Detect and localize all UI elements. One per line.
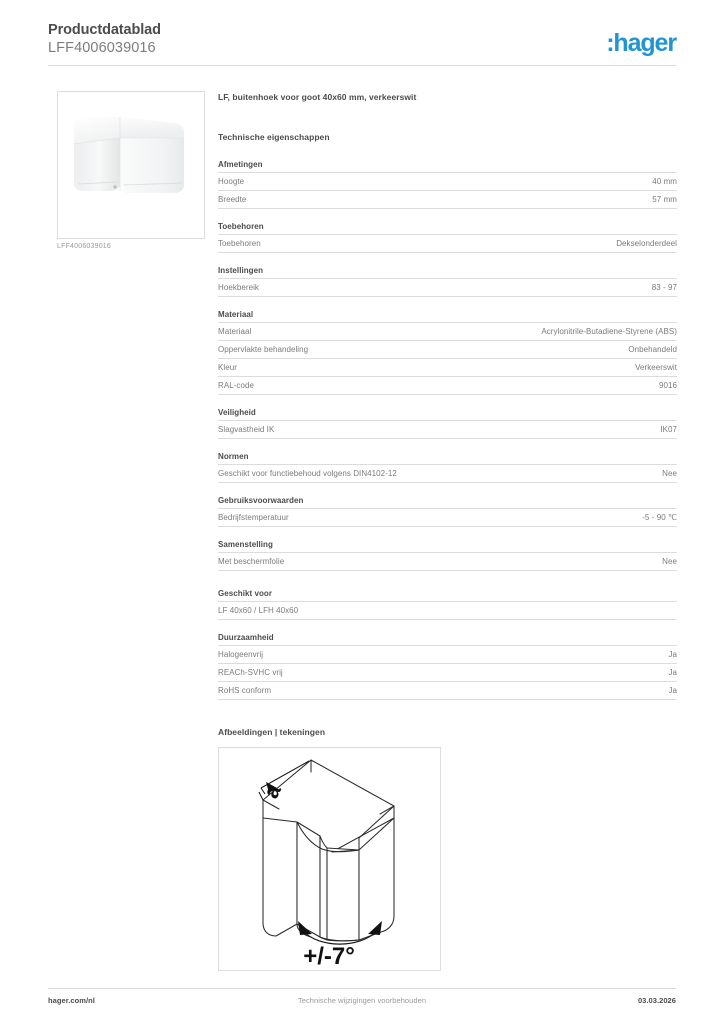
page-footer [48,996,676,1010]
footer-divider [48,988,676,989]
spec-row [218,663,677,681]
header-divider [48,65,676,66]
spec-group [218,310,677,395]
spec-row [218,190,677,209]
spec-row [218,420,677,439]
footer-date: 03.03.2026 [637,996,676,1005]
spec-row [218,278,677,297]
product-photo-image [58,92,204,238]
spec-group [218,222,677,253]
spec-group-title: Gebruiksvoorwaarden [218,496,304,505]
spec-row-value: 57 mm [652,195,677,204]
spec-group-title: Geschikt voor [218,589,273,598]
spec-row-value: Nee [662,469,677,478]
spec-group [218,496,677,527]
spec-row-value: Onbehandeld [628,345,677,354]
product-photo-frame [57,91,205,239]
spec-group-title: Instellingen [218,266,264,275]
spec-row [218,552,677,571]
spec-row-value: 83 - 97 [651,283,677,292]
spec-row-label: LF 40x60 / LFH 40x60 [218,606,299,615]
spec-row-value: Nee [662,557,677,566]
technical-drawing-image [219,748,440,970]
main-content [218,92,677,971]
footer-disclaimer: Technische wijzigingen voorbehouden [297,996,427,1005]
page-header [48,22,676,66]
spec-row-value: Ja [668,668,677,677]
product-photo-caption: LFF4006039016 [57,243,111,250]
spec-row [218,172,677,190]
spec-group-title: Normen [218,452,249,461]
spec-row-label: Slagvastheid IK [218,425,275,434]
product-reference: LFF4006039016 [48,40,156,56]
spec-row-value: -5 - 90 ℃ [642,513,677,522]
spec-row-value: Ja [668,650,677,659]
spec-row-label: RAL-code [218,381,254,390]
spec-row-label: Geschikt voor functiebehoud volgens DIN4102-12 [218,469,397,478]
spec-group-title: Toebehoren [218,222,264,231]
spec-row [218,340,677,358]
spec-row [218,376,677,395]
spec-row-label: Toebehoren [218,239,261,248]
spec-group-title: Samenstelling [218,540,273,549]
spec-row-label: Bedrijfstemperatuur [218,513,289,522]
hager-logo: :hager [606,29,676,57]
spec-row-value: 9016 [659,381,677,390]
product-description: LF, buitenhoek voor goot 40x60 mm, verkeerswit [218,92,417,102]
spec-group [218,540,677,571]
spec-row [218,464,677,483]
spec-row [218,234,677,253]
spec-row-value: Acrylonitrile-Butadiene-Styrene (ABS) [541,327,677,336]
spec-row [218,508,677,527]
spec-row [218,358,677,376]
specification-groups [218,160,677,700]
page-title: Productdatablad [48,22,161,38]
spec-group [218,408,677,439]
spec-row-label: Hoogte [218,177,245,186]
images-drawings-heading: Afbeeldingen | tekeningen [218,727,326,737]
spec-row-value: Verkeerswit [635,363,677,372]
spec-row-label: Hoekbereik [218,283,259,292]
spec-group-title: Afmetingen [218,160,263,169]
spec-group-title: Duurzaamheid [218,633,274,642]
spec-row-value: 40 mm [652,177,677,186]
spec-row-label: Kleur [218,363,237,372]
spec-row [218,322,677,340]
spec-row-label: REACh-SVHC vrij [218,668,283,677]
spec-group-title: Materiaal [218,310,254,319]
spec-group [218,633,677,700]
spec-group [218,160,677,209]
technical-drawing-frame [218,747,441,971]
spec-row-value: Dekselonderdeel [616,239,677,248]
spec-group [218,452,677,483]
drawing-dimension-label: a [258,780,286,803]
spec-row [218,681,677,700]
spec-row-value: Ja [668,686,677,695]
spec-row-value: IK07 [660,425,677,434]
spec-group [218,266,677,297]
technical-properties-heading: Technische eigenschappen [218,132,330,142]
spec-row [218,601,677,620]
spec-row-label: Met beschermfolie [218,557,285,566]
spec-row-label: Materiaal [218,327,252,336]
spec-row-label: RoHS conform [218,686,272,695]
footer-website-link[interactable]: hager.com/nl [48,996,95,1005]
spec-row-label: Oppervlakte behandeling [218,345,309,354]
spec-group-title: Veiligheid [218,408,256,417]
drawing-angle-label: +/-7° [303,943,355,970]
spec-row-label: Breedte [218,195,247,204]
spec-group [218,589,677,620]
spec-row-label: Halogeenvrij [218,650,264,659]
spec-row [218,645,677,663]
